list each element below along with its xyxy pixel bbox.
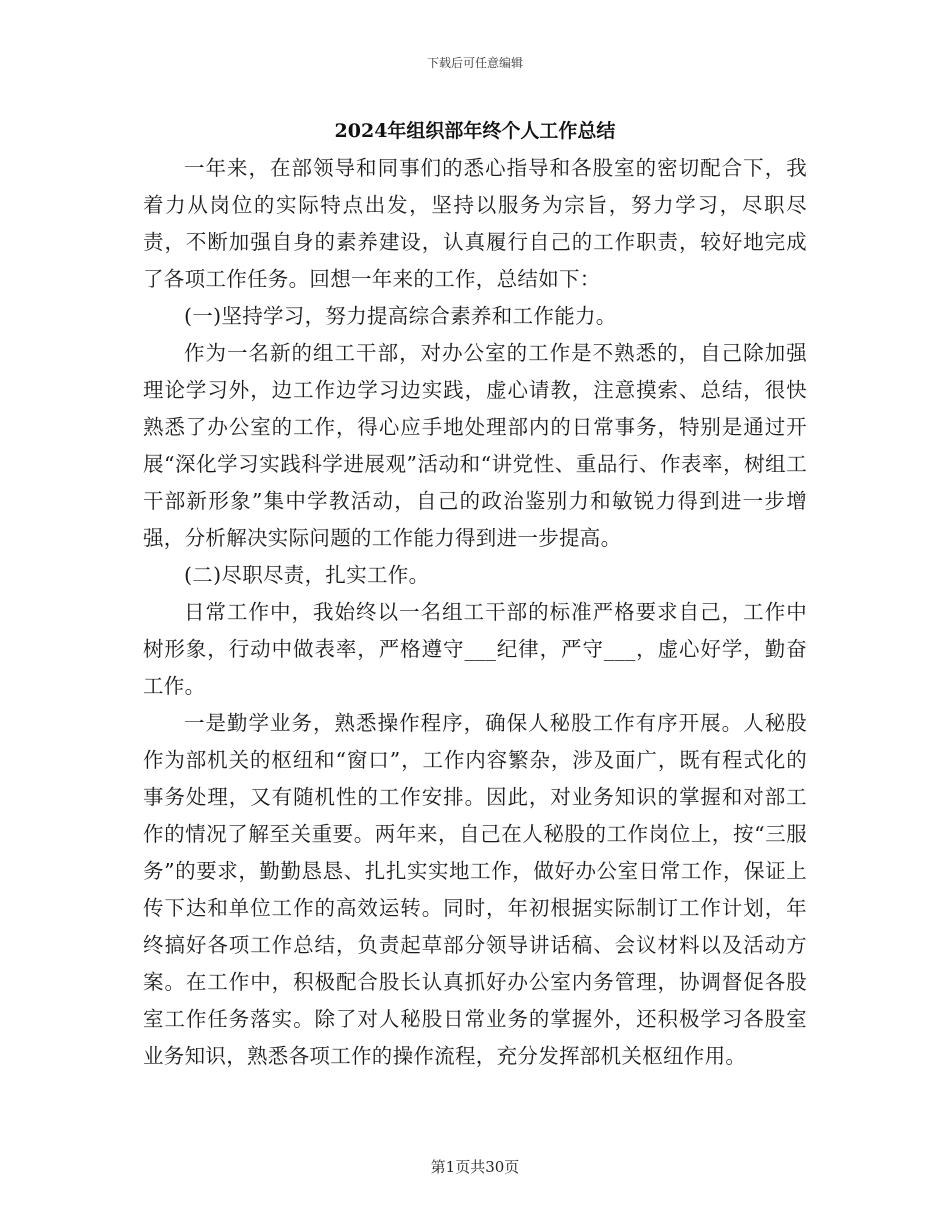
document-body (143, 150, 807, 1075)
paragraph-study: 作为一名新的组工干部，对办公室的工作是不熟悉的，自己除加强理论学习外，边工作边学习边实践，虚心请教，注意摸索、总结，很快熟悉了办公室的工作，得心应手地处理部内的日常事务，特别是通过开展“深化学习实践科学进展观”活动和“讲党性、重品行、作表率，树组工干部新形象”集中学教活动，自己的政治鉴别力和敏锐力得到进一步增强，分析解决实际问题的工作能力得到进一步提高。 (143, 341, 807, 550)
section-heading-1: (一)坚持学习，努力提高综合素养和工作能力。 (184, 304, 617, 328)
paragraph-intro: 一年来，在部领导和同事们的悉心指导和各股室的密切配合下，我着力从岗位的实际特点出发，坚持以服务为宗旨，努力学习，尽职尽责，不断加强自身的素养建设，认真履行自己的工作职责，较好地完成了各项工作任务。回想一年来的工作，总结如下： (143, 156, 807, 291)
paragraph-business: 一是勤学业务，熟悉操作程序，确保人秘股工作有序开展。人秘股作为部机关的枢纽和“窗口”，工作内容繁杂，涉及面广，既有程式化的事务处理，又有随机性的工作安排。因此，对业务知识的掌握和对部工作的情况了解至关重要。两年来，自己在人秘股的工作岗位上，按“三服务”的要求，勤勤恳恳、扎扎实实地工作，做好办公室日常工作，保证上传下达和单位工作的高效运转。同时，年初根据实际制订工作计划，年终搞好各项工作总结，负责起草部分领导讲话稿、会议材料以及活动方案。在工作中，积极配合股长认真抓好办公室内务管理，协调督促各股室工作任务落实。除了对人秘股日常业务的掌握外，还积极学习各股室业务知识，熟悉各项工作的操作流程，充分发挥部机关枢纽作用。 (143, 711, 807, 1068)
section-heading-2: (二)尽职尽责，扎实工作。 (184, 563, 430, 587)
document-title: 2024年组织部年终个人工作总结 (334, 120, 616, 142)
page-number: 第1页共30页 (430, 1158, 520, 1176)
header-note: 下载后可任意编辑 (426, 56, 523, 70)
paragraph-daily-work: 日常工作中，我始终以一名组工干部的标准严格要求自己，工作中树形象，行动中做表率，严格遵守___纪律，严守___，虚心好学，勤奋工作。 (143, 600, 807, 698)
